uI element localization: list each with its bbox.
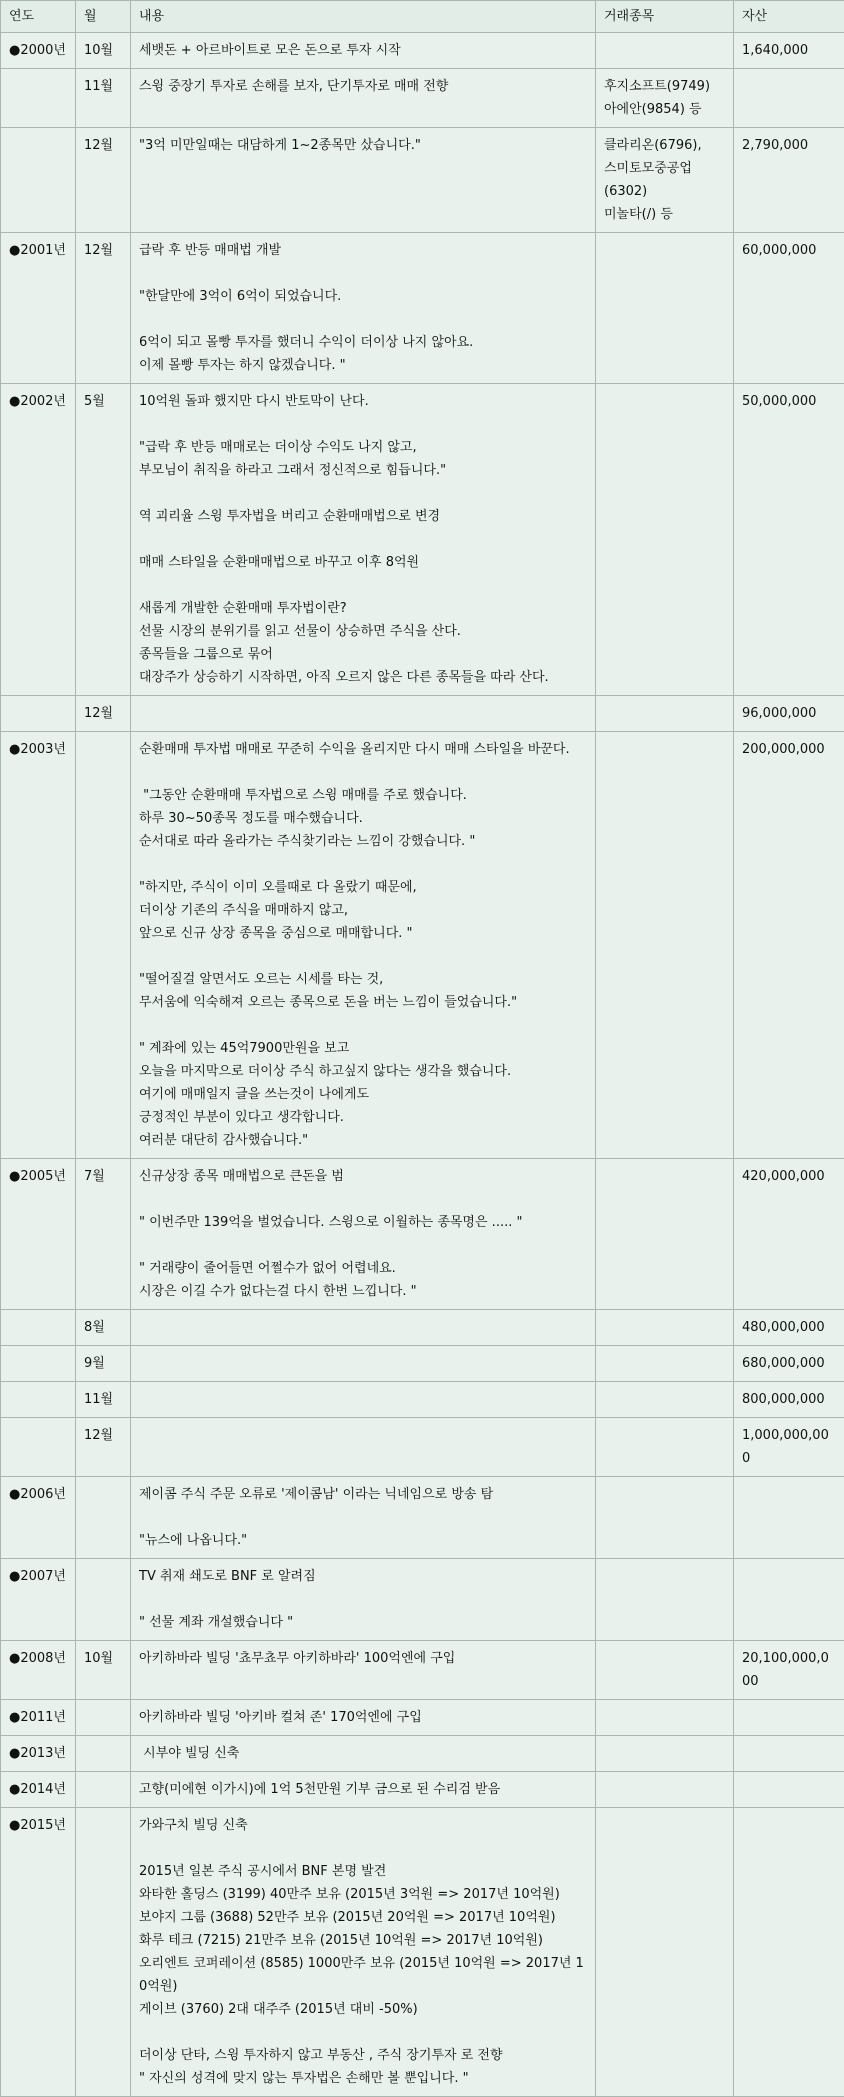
content-line — [139, 413, 587, 436]
content-line: "그동안 순환매매 투자법으로 스윙 매매를 주로 했습니다. — [139, 784, 587, 807]
cell-month: 12월 — [76, 696, 131, 732]
cell-stocks — [596, 69, 734, 128]
content-line: 신규상장 종목 매매법으로 큰돈을 범 — [139, 1165, 587, 1188]
table-row — [1, 1477, 844, 1559]
stock-item: 미놀타(/) 등 — [604, 203, 725, 226]
content-line — [139, 308, 587, 331]
content-line: 제이콤 주식 주문 오류로 '제이콤남' 이라는 닉네임으로 방송 탐 — [139, 1483, 587, 1506]
content-line: 시장은 이길 수가 없다는걸 다시 한번 느낍니다. " — [139, 1280, 587, 1303]
table-row — [1, 1418, 844, 1477]
content-line — [139, 1388, 587, 1411]
cell-assets — [734, 1772, 844, 1808]
table-row — [1, 233, 844, 384]
cell-year: ●2006년 — [1, 1477, 76, 1559]
cell-year: ●2005년 — [1, 1159, 76, 1310]
content-line: 매매 스타일을 순환매매법으로 바꾸고 이후 8억원 — [139, 551, 587, 574]
cell-stocks — [596, 1559, 734, 1641]
content-line: 대장주가 상승하기 시작하면, 아직 오르지 않은 다른 종목들을 따라 산다. — [139, 666, 587, 689]
content-line: 더이상 단타, 스윙 투자하지 않고 부동산 , 주식 장기투자 로 전향 — [139, 2044, 587, 2067]
cell-content — [131, 1641, 596, 1700]
header-row — [1, 1, 844, 33]
cell-assets: 1,000,000,000 — [734, 1418, 844, 1477]
cell-year: ●2001년 — [1, 233, 76, 384]
cell-content — [131, 1808, 596, 2097]
cell-content — [131, 732, 596, 1159]
cell-year: ●2015년 — [1, 1808, 76, 2097]
content-line: 여기에 매매일지 글을 쓰는것이 나에게도 — [139, 1083, 587, 1106]
stock-item: 클라리온(6796), — [604, 134, 725, 157]
content-line: " 계좌에 있는 45억7900만원을 보고 — [139, 1037, 587, 1060]
cell-stocks — [596, 1159, 734, 1310]
content-line: "뉴스에 나옵니다." — [139, 1529, 587, 1552]
content-line: 게이브 (3760) 2대 대주주 (2015년 대비 -50%) — [139, 1998, 587, 2021]
content-line — [139, 574, 587, 597]
content-line — [139, 1352, 587, 1375]
header-content: 내용 — [131, 1, 596, 33]
cell-assets: 420,000,000 — [734, 1159, 844, 1310]
cell-content — [131, 1477, 596, 1559]
table-row — [1, 1382, 844, 1418]
table-row — [1, 128, 844, 233]
cell-content — [131, 1772, 596, 1808]
content-line: 가와구치 빌딩 신축 — [139, 1814, 587, 1837]
content-line — [139, 1588, 587, 1611]
cell-stocks — [596, 128, 734, 233]
cell-month: 10월 — [76, 33, 131, 69]
cell-month: 5월 — [76, 384, 131, 696]
content-line: "급락 후 반등 매매로는 더이상 수익도 나지 않고, — [139, 436, 587, 459]
cell-assets: 96,000,000 — [734, 696, 844, 732]
table-row — [1, 1346, 844, 1382]
header-month: 월 — [76, 1, 131, 33]
cell-assets: 200,000,000 — [734, 732, 844, 1159]
cell-content — [131, 1736, 596, 1772]
content-line: 2015년 일본 주식 공시에서 BNF 본명 발견 — [139, 1860, 587, 1883]
content-line: 시부야 빌딩 신축 — [139, 1742, 587, 1765]
cell-month — [76, 1736, 131, 1772]
cell-stocks — [596, 1418, 734, 1477]
content-line: 와타한 홀딩스 (3199) 40만주 보유 (2015년 3억원 => 2017년 10억원) — [139, 1883, 587, 1906]
cell-year — [1, 696, 76, 732]
cell-stocks — [596, 696, 734, 732]
table-row — [1, 1310, 844, 1346]
content-line: 새롭게 개발한 순환매매 투자법이란? — [139, 597, 587, 620]
cell-assets: 1,640,000 — [734, 33, 844, 69]
content-line: 스윙 중장기 투자로 손해를 보자, 단기투자로 매매 전향 — [139, 75, 587, 98]
cell-year: ●2007년 — [1, 1559, 76, 1641]
cell-month: 11월 — [76, 69, 131, 128]
cell-content — [131, 128, 596, 233]
cell-content — [131, 233, 596, 384]
content-line: 역 괴리율 스윙 투자법을 버리고 순환매매법으로 변경 — [139, 505, 587, 528]
cell-month: 9월 — [76, 1346, 131, 1382]
content-line — [139, 702, 587, 725]
table-row — [1, 732, 844, 1159]
cell-month: 11월 — [76, 1382, 131, 1418]
content-line: TV 취재 쇄도로 BNF 로 알려짐 — [139, 1565, 587, 1588]
cell-content — [131, 1700, 596, 1736]
stock-item: 후지소프트(9749) — [604, 75, 725, 98]
content-line: "하지만, 주식이 이미 오를때로 다 올랐기 때문에, — [139, 876, 587, 899]
header-year: 연도 — [1, 1, 76, 33]
content-line — [139, 1837, 587, 1860]
table-body — [1, 33, 844, 2097]
content-line: "떨어질걸 알면서도 오르는 시세를 타는 것, — [139, 968, 587, 991]
cell-content — [131, 33, 596, 69]
content-line: 세뱃돈 + 아르바이트로 모은 돈으로 투자 시작 — [139, 39, 587, 62]
cell-content — [131, 1418, 596, 1477]
cell-stocks — [596, 1700, 734, 1736]
cell-year — [1, 69, 76, 128]
cell-assets: 20,100,000,000 — [734, 1641, 844, 1700]
cell-content — [131, 1382, 596, 1418]
cell-assets — [734, 1559, 844, 1641]
table-row — [1, 69, 844, 128]
content-line: 아키하바라 빌딩 '쵸무쵸무 아키하바라' 100억엔에 구입 — [139, 1647, 587, 1670]
cell-month: 12월 — [76, 1418, 131, 1477]
content-line: 더이상 기존의 주식을 매매하지 않고, — [139, 899, 587, 922]
content-line: "한달만에 3억이 6억이 되었습니다. — [139, 285, 587, 308]
table-row — [1, 1808, 844, 2097]
stock-item: (6302) — [604, 180, 725, 203]
content-line — [139, 1014, 587, 1037]
cell-year: ●2003년 — [1, 732, 76, 1159]
stock-item: 스미토모중공업 — [604, 157, 725, 180]
content-line — [139, 528, 587, 551]
cell-month — [76, 1700, 131, 1736]
content-line — [139, 761, 587, 784]
cell-month: 12월 — [76, 233, 131, 384]
cell-assets: 50,000,000 — [734, 384, 844, 696]
table-row — [1, 384, 844, 696]
content-line: 하루 30~50종목 정도를 매수했습니다. — [139, 807, 587, 830]
cell-year — [1, 1382, 76, 1418]
table-row — [1, 1641, 844, 1700]
cell-month: 8월 — [76, 1310, 131, 1346]
cell-stocks — [596, 384, 734, 696]
cell-assets — [734, 69, 844, 128]
cell-content — [131, 69, 596, 128]
cell-year — [1, 1310, 76, 1346]
cell-assets: 60,000,000 — [734, 233, 844, 384]
content-line — [139, 1424, 587, 1447]
cell-content — [131, 696, 596, 732]
content-line: 이제 몰빵 투자는 하지 않겠습니다. " — [139, 354, 587, 377]
content-line: 6억이 되고 몰빵 투자를 했더니 수익이 더이상 나지 않아요. — [139, 331, 587, 354]
content-line: 아키하바라 빌딩 '아키바 컬쳐 존' 170억엔에 구입 — [139, 1706, 587, 1729]
cell-content — [131, 1559, 596, 1641]
cell-year — [1, 1418, 76, 1477]
cell-stocks — [596, 1382, 734, 1418]
content-line: 부모님이 취직을 하라고 그래서 정신적으로 힘듭니다." — [139, 459, 587, 482]
cell-month: 10월 — [76, 1641, 131, 1700]
cell-year: ●2008년 — [1, 1641, 76, 1700]
cell-assets: 2,790,000 — [734, 128, 844, 233]
cell-year: ●2000년 — [1, 33, 76, 69]
cell-assets — [734, 1477, 844, 1559]
content-line — [139, 482, 587, 505]
content-line — [139, 1234, 587, 1257]
cell-year: ●2013년 — [1, 1736, 76, 1772]
content-line: 긍정적인 부분이 있다고 생각합니다. — [139, 1106, 587, 1129]
content-line: 10억원 돌파 했지만 다시 반토막이 난다. — [139, 390, 587, 413]
cell-year: ●2014년 — [1, 1772, 76, 1808]
cell-month — [76, 1808, 131, 2097]
cell-stocks — [596, 1346, 734, 1382]
content-line — [139, 945, 587, 968]
content-line — [139, 262, 587, 285]
content-line — [139, 1506, 587, 1529]
content-line: 앞으로 신규 상장 종목을 중심으로 매매합니다. " — [139, 922, 587, 945]
cell-month: 7월 — [76, 1159, 131, 1310]
cell-month — [76, 1772, 131, 1808]
cell-month — [76, 732, 131, 1159]
content-line: 급락 후 반등 매매법 개발 — [139, 239, 587, 262]
header-assets: 자산 — [734, 1, 844, 33]
content-line: 오리엔트 코퍼레이션 (8585) 1000만주 보유 (2015년 10억원 => 2017년 10억원) — [139, 1952, 587, 1998]
content-line: 고향(미에현 이가시)에 1억 5천만원 기부 금으로 된 수리검 받음 — [139, 1778, 587, 1801]
content-line: 순환매매 투자법 매매로 꾸준히 수익을 올리지만 다시 매매 스타일을 바꾼다. — [139, 738, 587, 761]
content-line: " 자신의 성격에 맞지 않는 투자법은 손해만 볼 뿐입니다. " — [139, 2067, 587, 2090]
cell-year — [1, 1346, 76, 1382]
cell-assets: 680,000,000 — [734, 1346, 844, 1382]
cell-content — [131, 1159, 596, 1310]
content-line: 선물 시장의 분위기를 읽고 선물이 상승하면 주식을 산다. — [139, 620, 587, 643]
header-stocks: 거래종목 — [596, 1, 734, 33]
cell-stocks — [596, 732, 734, 1159]
content-line: 여러분 대단히 감사했습니다." — [139, 1129, 587, 1152]
cell-assets: 480,000,000 — [734, 1310, 844, 1346]
content-line: " 이번주만 139억을 벌었습니다. 스윙으로 이월하는 종목명은 ..... " — [139, 1211, 587, 1234]
cell-assets: 800,000,000 — [734, 1382, 844, 1418]
table-row — [1, 696, 844, 732]
cell-month — [76, 1559, 131, 1641]
cell-stocks — [596, 1772, 734, 1808]
cell-assets — [734, 1736, 844, 1772]
content-line — [139, 853, 587, 876]
cell-year: ●2011년 — [1, 1700, 76, 1736]
content-line: 종목들을 그룹으로 묶어 — [139, 643, 587, 666]
content-line: 보야지 그룹 (3688) 52만주 보유 (2015년 20억원 => 2017년 10억원) — [139, 1906, 587, 1929]
content-line — [139, 1316, 587, 1339]
content-line — [139, 1188, 587, 1211]
table-row — [1, 1736, 844, 1772]
content-line: " 거래량이 줄어들면 어쩔수가 없어 어렵네요. — [139, 1257, 587, 1280]
content-line: 무서움에 익숙해져 오르는 종목으로 돈을 버는 느낌이 들었습니다." — [139, 991, 587, 1014]
cell-stocks — [596, 233, 734, 384]
cell-month — [76, 1477, 131, 1559]
cell-stocks — [596, 1641, 734, 1700]
content-line — [139, 2021, 587, 2044]
cell-content — [131, 384, 596, 696]
content-line: 화루 테크 (7215) 21만주 보유 (2015년 10억원 => 2017년 10억원) — [139, 1929, 587, 1952]
table-row — [1, 1159, 844, 1310]
cell-month: 12월 — [76, 128, 131, 233]
cell-assets — [734, 1808, 844, 2097]
cell-stocks — [596, 1808, 734, 2097]
cell-assets — [734, 1700, 844, 1736]
content-line: " 선물 계좌 개설했습니다 " — [139, 1611, 587, 1634]
cell-year — [1, 128, 76, 233]
content-line: "3억 미만일때는 대담하게 1~2종목만 샀습니다." — [139, 134, 587, 157]
cell-content — [131, 1310, 596, 1346]
cell-stocks — [596, 33, 734, 69]
cell-stocks — [596, 1310, 734, 1346]
table-row — [1, 1772, 844, 1808]
cell-content — [131, 1346, 596, 1382]
stock-item: 아에안(9854) 등 — [604, 98, 725, 121]
table-row — [1, 1559, 844, 1641]
content-line: 순서대로 따라 올라가는 주식찾기라는 느낌이 강했습니다. " — [139, 830, 587, 853]
table-row — [1, 33, 844, 69]
content-line: 오늘을 마지막으로 더이상 주식 하고싶지 않다는 생각을 했습니다. — [139, 1060, 587, 1083]
cell-stocks — [596, 1477, 734, 1559]
cell-stocks — [596, 1736, 734, 1772]
table-row — [1, 1700, 844, 1736]
cell-year: ●2002년 — [1, 384, 76, 696]
